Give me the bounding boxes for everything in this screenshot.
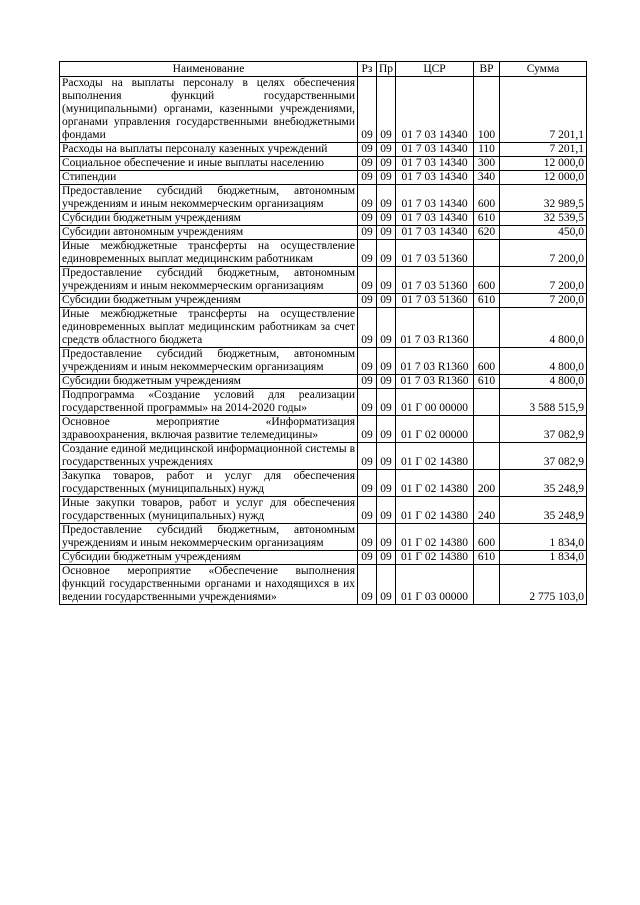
cell-pr: 09	[377, 294, 396, 308]
cell-vr	[474, 443, 500, 470]
cell-sum: 4 800,0	[500, 308, 587, 348]
table-row	[60, 171, 587, 185]
cell-sum: 35 248,9	[500, 470, 587, 497]
cell-name: Субсидии автономным учреждениям	[60, 226, 358, 240]
cell-csr: 01 Г 02 00000	[396, 416, 474, 443]
table-row	[60, 143, 587, 157]
cell-name: Социальное обеспечение и иные выплаты населению	[60, 157, 358, 171]
table-row	[60, 565, 587, 605]
cell-vr: 340	[474, 171, 500, 185]
cell-csr: 01 7 03 14340	[396, 77, 474, 143]
cell-vr: 620	[474, 226, 500, 240]
cell-vr	[474, 565, 500, 605]
cell-csr: 01 Г 00 00000	[396, 389, 474, 416]
cell-name: Субсидии бюджетным учреждениям	[60, 212, 358, 226]
table-row	[60, 212, 587, 226]
cell-name: Иные межбюджетные трансферты на осуществление единовременных выплат медицинским работникам	[60, 240, 358, 267]
table-row	[60, 185, 587, 212]
cell-sum: 37 082,9	[500, 443, 587, 470]
cell-pr: 09	[377, 157, 396, 171]
cell-sum: 12 000,0	[500, 157, 587, 171]
cell-sum: 7 201,1	[500, 143, 587, 157]
header-sum: Сумма	[500, 62, 587, 77]
budget-table	[59, 61, 587, 605]
cell-vr: 610	[474, 375, 500, 389]
table-row	[60, 77, 587, 143]
cell-vr	[474, 389, 500, 416]
cell-rz: 09	[358, 497, 377, 524]
cell-rz: 09	[358, 143, 377, 157]
cell-pr: 09	[377, 565, 396, 605]
table-header-row	[60, 62, 587, 77]
cell-name: Расходы на выплаты персоналу казенных учреждений	[60, 143, 358, 157]
cell-rz: 09	[358, 551, 377, 565]
cell-pr: 09	[377, 240, 396, 267]
cell-sum: 3 588 515,9	[500, 389, 587, 416]
table-row	[60, 389, 587, 416]
cell-rz: 09	[358, 77, 377, 143]
cell-csr: 01 7 03 14340	[396, 212, 474, 226]
cell-pr: 09	[377, 348, 396, 375]
cell-vr: 200	[474, 470, 500, 497]
cell-rz: 09	[358, 443, 377, 470]
cell-rz: 09	[358, 294, 377, 308]
cell-csr: 01 Г 02 14380	[396, 524, 474, 551]
cell-pr: 09	[377, 308, 396, 348]
header-pr: Пр	[377, 62, 396, 77]
table-row	[60, 267, 587, 294]
cell-csr: 01 7 03 14340	[396, 171, 474, 185]
cell-vr: 600	[474, 185, 500, 212]
cell-rz: 09	[358, 157, 377, 171]
table-row	[60, 226, 587, 240]
cell-name: Подпрограмма «Создание условий для реализации государственной программы» на 2014-2020 годы»	[60, 389, 358, 416]
cell-sum: 32 989,5	[500, 185, 587, 212]
cell-rz: 09	[358, 375, 377, 389]
cell-pr: 09	[377, 226, 396, 240]
cell-rz: 09	[358, 565, 377, 605]
cell-name: Закупка товаров, работ и услуг для обеспечения государственных (муниципальных) нужд	[60, 470, 358, 497]
cell-sum: 450,0	[500, 226, 587, 240]
cell-name: Стипендии	[60, 171, 358, 185]
cell-vr: 600	[474, 524, 500, 551]
cell-sum: 32 539,5	[500, 212, 587, 226]
cell-csr: 01 7 03 14340	[396, 157, 474, 171]
table-row	[60, 240, 587, 267]
cell-pr: 09	[377, 497, 396, 524]
cell-vr: 610	[474, 212, 500, 226]
header-rz: Рз	[358, 62, 377, 77]
cell-rz: 09	[358, 389, 377, 416]
cell-sum: 2 775 103,0	[500, 565, 587, 605]
table-row	[60, 416, 587, 443]
cell-pr: 09	[377, 185, 396, 212]
table-row	[60, 308, 587, 348]
cell-rz: 09	[358, 240, 377, 267]
cell-pr: 09	[377, 443, 396, 470]
cell-vr: 240	[474, 497, 500, 524]
cell-vr: 600	[474, 267, 500, 294]
cell-name: Основное мероприятие «Информатизация здравоохранения, включая развитие телемедицины»	[60, 416, 358, 443]
cell-vr	[474, 308, 500, 348]
cell-vr: 100	[474, 77, 500, 143]
cell-sum: 7 201,1	[500, 77, 587, 143]
cell-name: Субсидии бюджетным учреждениям	[60, 294, 358, 308]
cell-csr: 01 7 03 R1360	[396, 308, 474, 348]
cell-sum: 7 200,0	[500, 267, 587, 294]
cell-name: Иные межбюджетные трансферты на осуществление единовременных выплат медицинским работникам за счет средств областного бюджета	[60, 308, 358, 348]
cell-pr: 09	[377, 171, 396, 185]
cell-sum: 37 082,9	[500, 416, 587, 443]
cell-sum: 12 000,0	[500, 171, 587, 185]
cell-name: Иные закупки товаров, работ и услуг для обеспечения государственных (муниципальных) нужд	[60, 497, 358, 524]
cell-csr: 01 7 03 14340	[396, 185, 474, 212]
cell-name: Предоставление субсидий бюджетным, автономным учреждениям и иным некоммерческим организациям	[60, 267, 358, 294]
cell-rz: 09	[358, 524, 377, 551]
cell-rz: 09	[358, 348, 377, 375]
header-vr: ВР	[474, 62, 500, 77]
cell-csr: 01 7 03 14340	[396, 226, 474, 240]
cell-csr: 01 7 03 14340	[396, 143, 474, 157]
cell-rz: 09	[358, 212, 377, 226]
cell-pr: 09	[377, 551, 396, 565]
cell-csr: 01 Г 02 14380	[396, 443, 474, 470]
cell-name: Расходы на выплаты персоналу в целях обеспечения выполнения функций государственными (муниципальными) органами, казенными учреждениями, органами управления государственными внебюджетными фондами	[60, 77, 358, 143]
cell-pr: 09	[377, 267, 396, 294]
cell-csr: 01 7 03 51360	[396, 294, 474, 308]
cell-sum: 4 800,0	[500, 348, 587, 375]
cell-pr: 09	[377, 416, 396, 443]
cell-name: Основное мероприятие «Обеспечение выполнения функций государственными органами и находящихся в их ведении государственными учреждениями»	[60, 565, 358, 605]
table-row	[60, 443, 587, 470]
table-row	[60, 524, 587, 551]
cell-name: Предоставление субсидий бюджетным, автономным учреждениям и иным некоммерческим организациям	[60, 185, 358, 212]
cell-sum: 35 248,9	[500, 497, 587, 524]
table-row	[60, 348, 587, 375]
cell-vr: 610	[474, 294, 500, 308]
cell-vr: 600	[474, 348, 500, 375]
cell-pr: 09	[377, 143, 396, 157]
cell-name: Субсидии бюджетным учреждениям	[60, 375, 358, 389]
cell-pr: 09	[377, 212, 396, 226]
cell-rz: 09	[358, 185, 377, 212]
cell-csr: 01 Г 02 14380	[396, 497, 474, 524]
cell-csr: 01 Г 02 14380	[396, 470, 474, 497]
cell-rz: 09	[358, 226, 377, 240]
cell-vr: 110	[474, 143, 500, 157]
cell-vr: 300	[474, 157, 500, 171]
cell-csr: 01 Г 03 00000	[396, 565, 474, 605]
header-name: Наименование	[60, 62, 358, 77]
header-csr: ЦСР	[396, 62, 474, 77]
cell-csr: 01 Г 02 14380	[396, 551, 474, 565]
cell-name: Субсидии бюджетным учреждениям	[60, 551, 358, 565]
cell-rz: 09	[358, 171, 377, 185]
cell-name: Предоставление субсидий бюджетным, автономным учреждениям и иным некоммерческим организациям	[60, 524, 358, 551]
cell-pr: 09	[377, 77, 396, 143]
cell-csr: 01 7 03 R1360	[396, 375, 474, 389]
table-row	[60, 551, 587, 565]
cell-pr: 09	[377, 470, 396, 497]
cell-name: Предоставление субсидий бюджетным, автономным учреждениям и иным некоммерческим организациям	[60, 348, 358, 375]
cell-rz: 09	[358, 308, 377, 348]
table-row	[60, 470, 587, 497]
cell-sum: 7 200,0	[500, 294, 587, 308]
cell-rz: 09	[358, 416, 377, 443]
cell-pr: 09	[377, 375, 396, 389]
cell-sum: 7 200,0	[500, 240, 587, 267]
table-row	[60, 375, 587, 389]
cell-vr: 610	[474, 551, 500, 565]
cell-name: Создание единой медицинской информационной системы в государственных учреждениях	[60, 443, 358, 470]
cell-csr: 01 7 03 R1360	[396, 348, 474, 375]
cell-rz: 09	[358, 267, 377, 294]
cell-pr: 09	[377, 524, 396, 551]
cell-csr: 01 7 03 51360	[396, 267, 474, 294]
cell-sum: 1 834,0	[500, 524, 587, 551]
table-row	[60, 157, 587, 171]
table-row	[60, 497, 587, 524]
cell-vr	[474, 240, 500, 267]
cell-csr: 01 7 03 51360	[396, 240, 474, 267]
table-row	[60, 294, 587, 308]
cell-pr: 09	[377, 389, 396, 416]
cell-rz: 09	[358, 470, 377, 497]
cell-sum: 4 800,0	[500, 375, 587, 389]
cell-vr	[474, 416, 500, 443]
cell-sum: 1 834,0	[500, 551, 587, 565]
